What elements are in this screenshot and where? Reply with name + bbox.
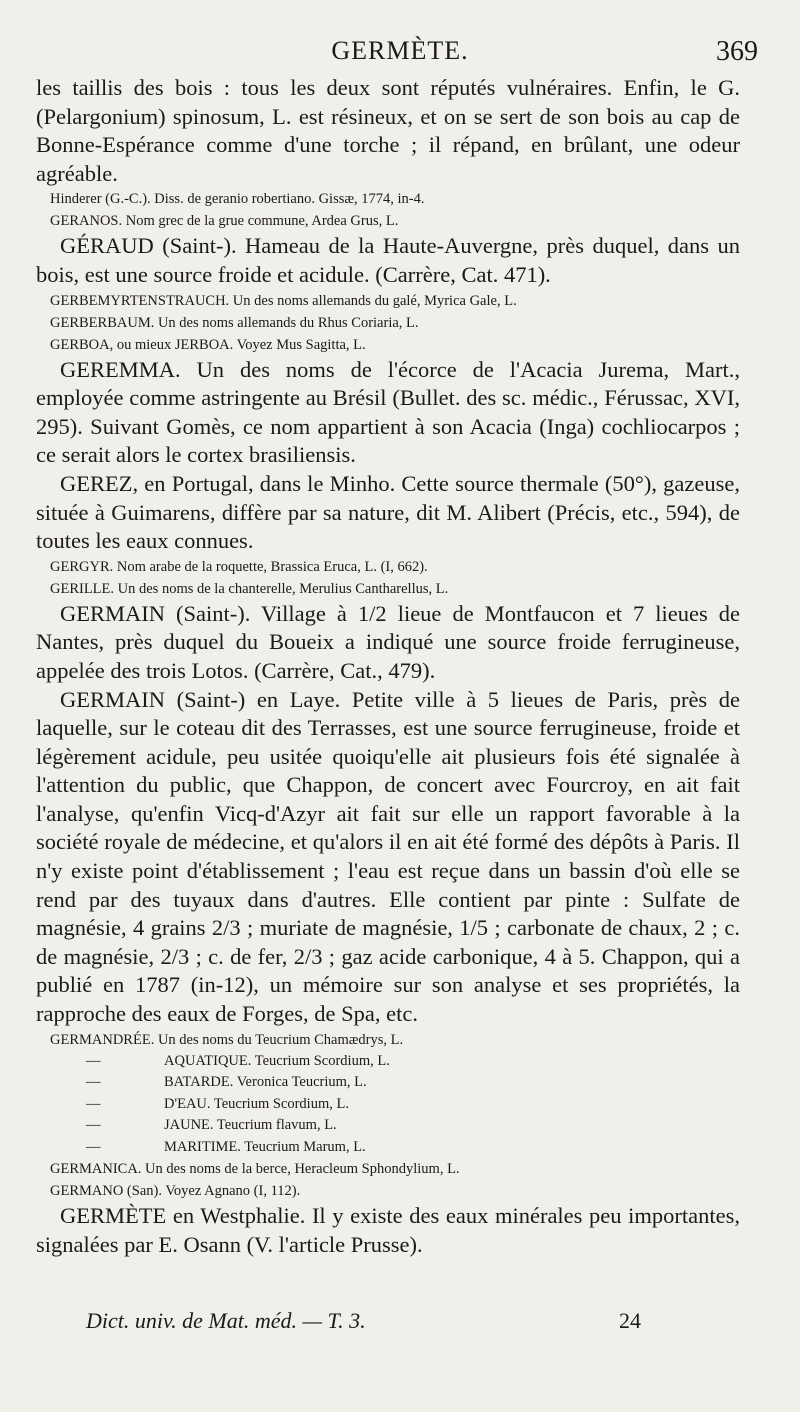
entry-paragraph: GÉRAUD (Saint-). Hameau de la Haute-Auvergne, près duquel, dans un bois, est une source froide et acidule. (Carrère, Cat. 471). [36, 233, 740, 287]
small-entry: GERMANDRÉE. Un des noms du Teucrium Chamædrys, L. [50, 1031, 404, 1048]
small-entry: GERBERBAUM. Un des noms allemands du Rhus Coriaria, L. [50, 314, 419, 331]
sublist-item [36, 1094, 740, 1116]
entry-paragraph: GERMAIN (Saint-) en Laye. Petite ville à 5 lieues de Paris, près de laquelle, sur le coteau dit des Terrasses, est une source ferrugineuse, froide et légèrement acidule, peu usitée quoiqu'elle ait plusieurs fois été signalée à l'attention du public, que Chappon, de concert avec Fourcroy, en ait fait l'analyse, qu'enfin Vicq-d'Azyr ait fait sur elle un rapport favorable à la société royale de médecine, et qu'alors il en ait été formé des dépôts à Paris. Il n'y existe point d'établissement ; l'eau est reçue dans un bassin d'où elle se rend par des tuyaux dans d'autres. Elle contient par pinte : Sulfate de magnésie, 4 grains 2/3 ; muriate de magnésie, 1/5 ; carbonate de chaux, 2 ; c. de magnésie, 2/3 ; c. de fer, 2/3 ; gaz acide carbonique, 4 à 5. Chappon, qui a publié en 1787 (in-12), un mémoire sur son analyse et ses propriétés, la rapproche des eaux de Forges, de Spa, etc. [36, 686, 740, 1027]
sublist-dash: — [86, 1117, 101, 1134]
small-entry: Hinderer (G.-C.). Diss. de geranio robertiano. Gissæ, 1774, in-4. [50, 191, 425, 208]
entry-paragraph: GERMAIN (Saint-). Village à 1/2 lieue de Montfaucon et 7 lieues de Nantes, près duquel du Boueix a indiqué une source froide ferrugineuse, appelée des trois Lotos. (Carrère, Cat., 479). [36, 600, 740, 683]
sublist-dash: — [86, 1095, 101, 1112]
sublist-item [36, 1051, 740, 1073]
sublist-text: MARITIME. Teucrium Marum, L. [164, 1138, 366, 1155]
sublist-text: D'EAU. Teucrium Scordium, L. [164, 1095, 349, 1112]
tail-paragraphs [36, 1158, 740, 1259]
sublist-dash: — [86, 1138, 101, 1155]
page-number: 369 [716, 36, 758, 67]
small-entry: GERILLE. Un des noms de la chanterelle, Merulius Cantharellus, L. [50, 580, 449, 597]
small-entry: GERANOS. Nom grec de la grue commune, Ardea Grus, L. [50, 213, 399, 230]
entry-paragraph: GERMÈTE en Westphalie. Il y existe des eaux minérales peu importantes, signalées par E. Osann (V. l'article Prusse). [36, 1203, 740, 1257]
small-entry: GERMANO (San). Voyez Agnano (I, 112). [50, 1183, 301, 1200]
small-entry: GERBOA, ou mieux JERBOA. Voyez Mus Sagitta, L. [50, 336, 366, 353]
sublist-text: BATARDE. Veronica Teucrium, L. [164, 1074, 367, 1091]
small-entry: GERBEMYRTENSTRAUCH. Un des noms allemands du galé, Myrica Gale, L. [50, 292, 517, 309]
page-footer [86, 1308, 686, 1334]
entry-paragraph: les taillis des bois : tous les deux sont réputés vulnéraires. Enfin, le G. (Pelargonium) spinosum, L. est résineux, et on se sert de son bois au cap de Bonne-Espérance comme d'une torche ; il répand, en brûlant, une odeur agréable. [36, 75, 740, 186]
sublist-item [36, 1072, 740, 1094]
main-paragraphs [36, 74, 740, 1051]
germandree-sublist [36, 1051, 740, 1159]
page-body [36, 74, 740, 1259]
page-header [0, 36, 800, 72]
footer-title: Dict. univ. de Mat. méd. — T. 3. [86, 1308, 366, 1333]
sublist-text: JAUNE. Teucrium flavum, L. [164, 1117, 337, 1134]
running-head: GERMÈTE. [331, 36, 469, 65]
sublist-item [36, 1115, 740, 1137]
sublist-dash: — [86, 1074, 101, 1091]
sublist-item [36, 1137, 740, 1159]
small-entry: GERGYR. Nom arabe de la roquette, Brassica Eruca, L. (I, 662). [50, 558, 428, 575]
sublist-text: AQUATIQUE. Teucrium Scordium, L. [164, 1052, 390, 1069]
small-entry: GERMANICA. Un des noms de la berce, Heracleum Sphondylium, L. [50, 1161, 460, 1178]
signature-mark: 24 [619, 1308, 641, 1333]
sublist-dash: — [86, 1052, 101, 1069]
entry-paragraph: GEREMMA. Un des noms de l'écorce de l'Acacia Jurema, Mart., employée comme astringente au Brésil (Bullet. des sc. médic., Férussac, XVI, 295). Suivant Gomès, ce nom appartient à son Acacia (Inga) cochliocarpos ; ce serait alors le cortex brasiliensis. [36, 356, 740, 468]
entry-paragraph: GEREZ, en Portugal, dans le Minho. Cette source thermale (50°), gazeuse, située à Guimarens, diffère par sa nature, dit M. Alibert (Précis, etc., 594), de toutes les eaux connues. [36, 470, 740, 554]
